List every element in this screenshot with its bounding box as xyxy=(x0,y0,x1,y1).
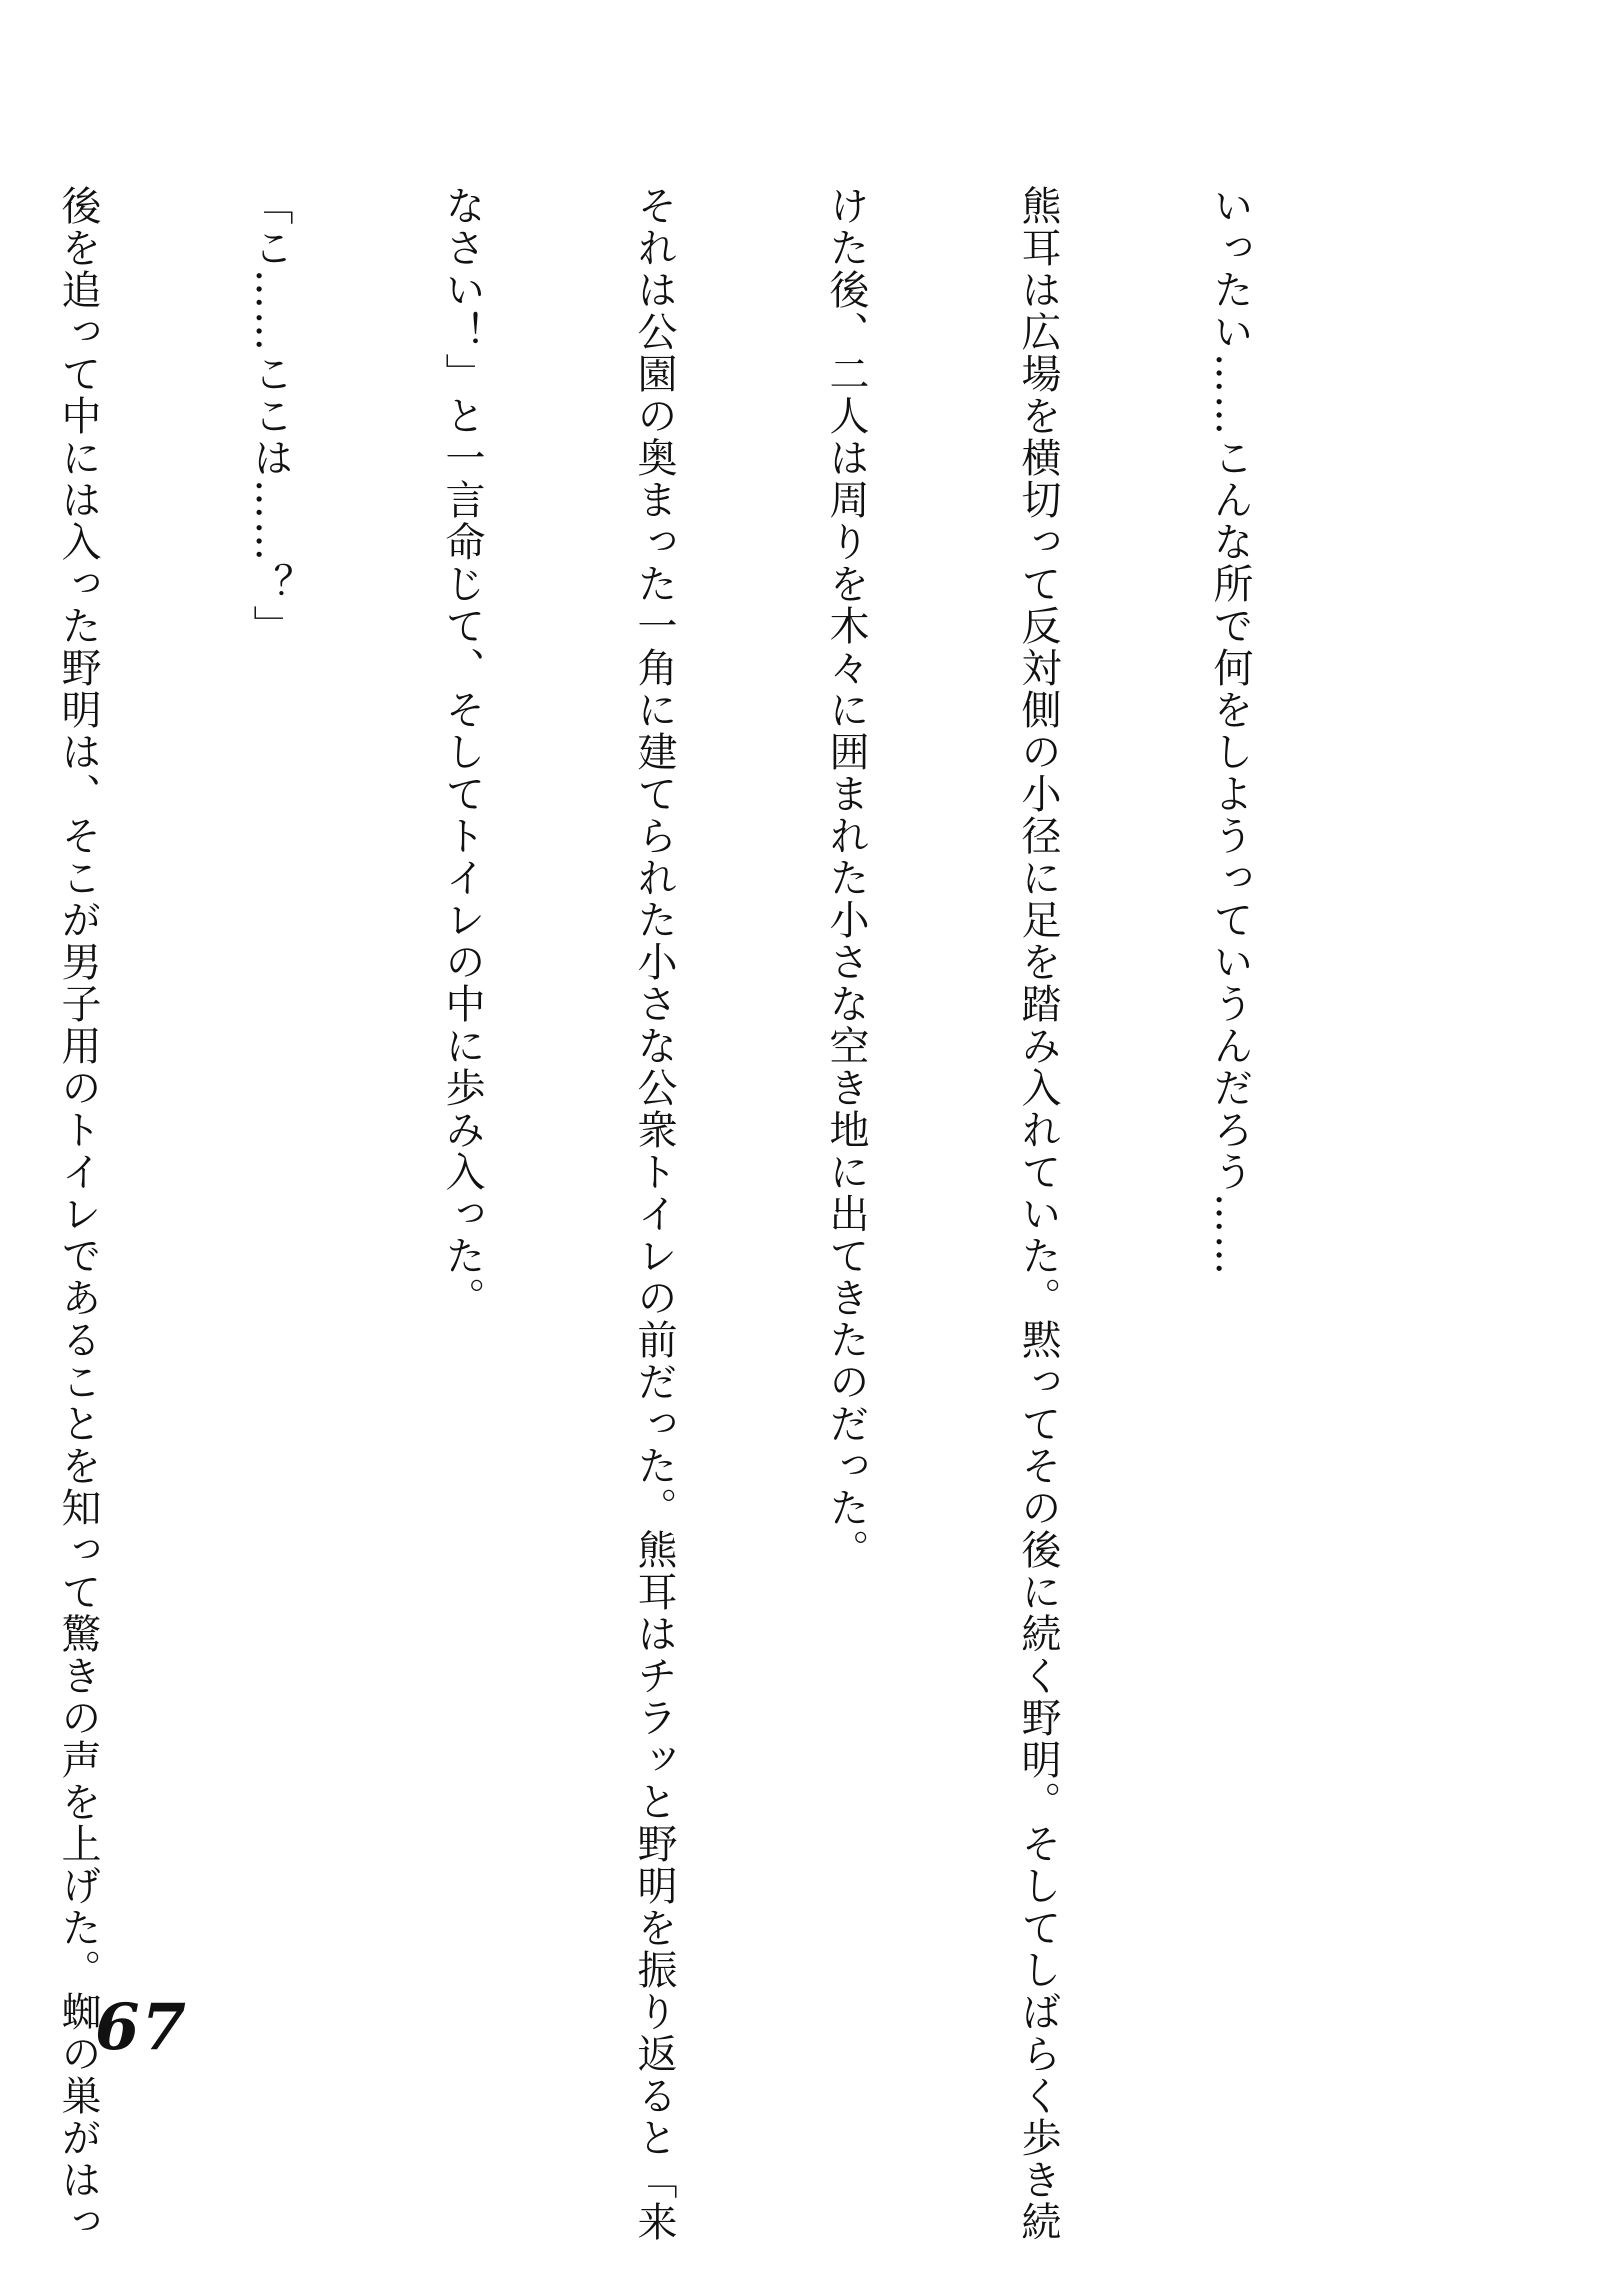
text-line: それは公園の奥まった一角に建てられた小さな公衆トイレの前だった。熊耳はチラッと野明を振り返ると「来 xyxy=(631,185,677,2243)
text-line: 「こ……ここは……？」 xyxy=(247,185,293,647)
text-line: なさい！」と一言命じて、そしてトイレの中に歩み入った。 xyxy=(439,185,485,1319)
text-line: 後を追って中には入った野明は、そこが男子用のトイレであることを知って驚きの声を上げた。蜘の巣がはっ xyxy=(55,185,101,2243)
text-line: けた後、二人は周りを木々に囲まれた小さな空き地に出てきたのだった。 xyxy=(823,185,869,1571)
text-line: いったい……こんな所で何をしようっていうんだろう…… xyxy=(1207,185,1253,1277)
page-number: 67 xyxy=(95,1990,189,2065)
text-line: 熊耳は広場を横切って反対側の小径に足を踏み入れていた。黙ってその後に続く野明。そしてしばらく歩き続 xyxy=(1015,185,1061,2243)
